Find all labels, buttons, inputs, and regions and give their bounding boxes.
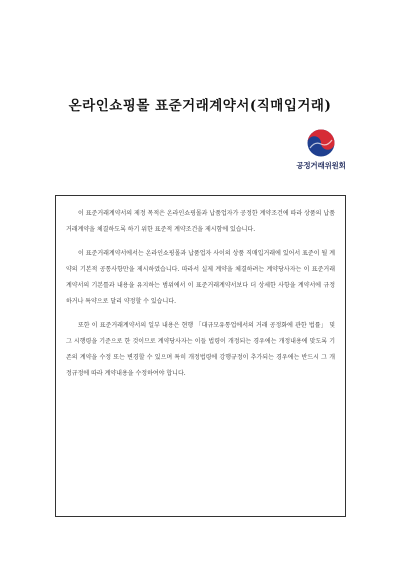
document-title: 온라인쇼핑몰 표준거래계약서(직매입거래) (68, 98, 332, 114)
ftc-logo (286, 128, 356, 171)
ftc-logo-text: 공정거래위원회 (296, 161, 346, 170)
ftc-emblem-icon (306, 128, 336, 158)
notice-box (55, 195, 346, 517)
notice-paragraph: 이 표준거래계약서에서는 온라인쇼핑몰과 납품업자 사이의 상품 직매입거래에 있어서 표준이 될 계약의 기본적 공통사항만을 제시하였습니다. 따라서 실제 계약을 체결하려는 계약당사자는 이 표준거래계약서의 기본틀과 내용을 유지하는 범위에서 이 표준거래계약서보다 더 상세한 사항을 계약서에 규정하거나 특약으로 달리 약정할 수 있습니다. (66, 250, 335, 305)
notice-paragraph: 이 표준거래계약서의 제정 목적은 온라인쇼핑몰과 납품업자가 공정한 계약조건에 따라 상품의 납품거래계약을 체결하도록 하기 위한 표준적 계약조건을 제시함에 있습니다. (66, 210, 335, 233)
notice-paragraph: 또한 이 표준거래계약서의 일부 내용은 현행 「대규모유통업에서의 거래 공정화에 관한 법률」 및 그 시행령을 기준으로 한 것이므로 계약당사자는 이들 법령이 개정되는 경우에는 개정내용에 맞도록 기존의 계약을 수정 또는 변경할 수 있으며 특히 개정법령에 강행규정이 추가되는 경우에는 반드시 그 개정규정에 따라 계약내용을 수정하여야 합니다. (66, 322, 335, 377)
